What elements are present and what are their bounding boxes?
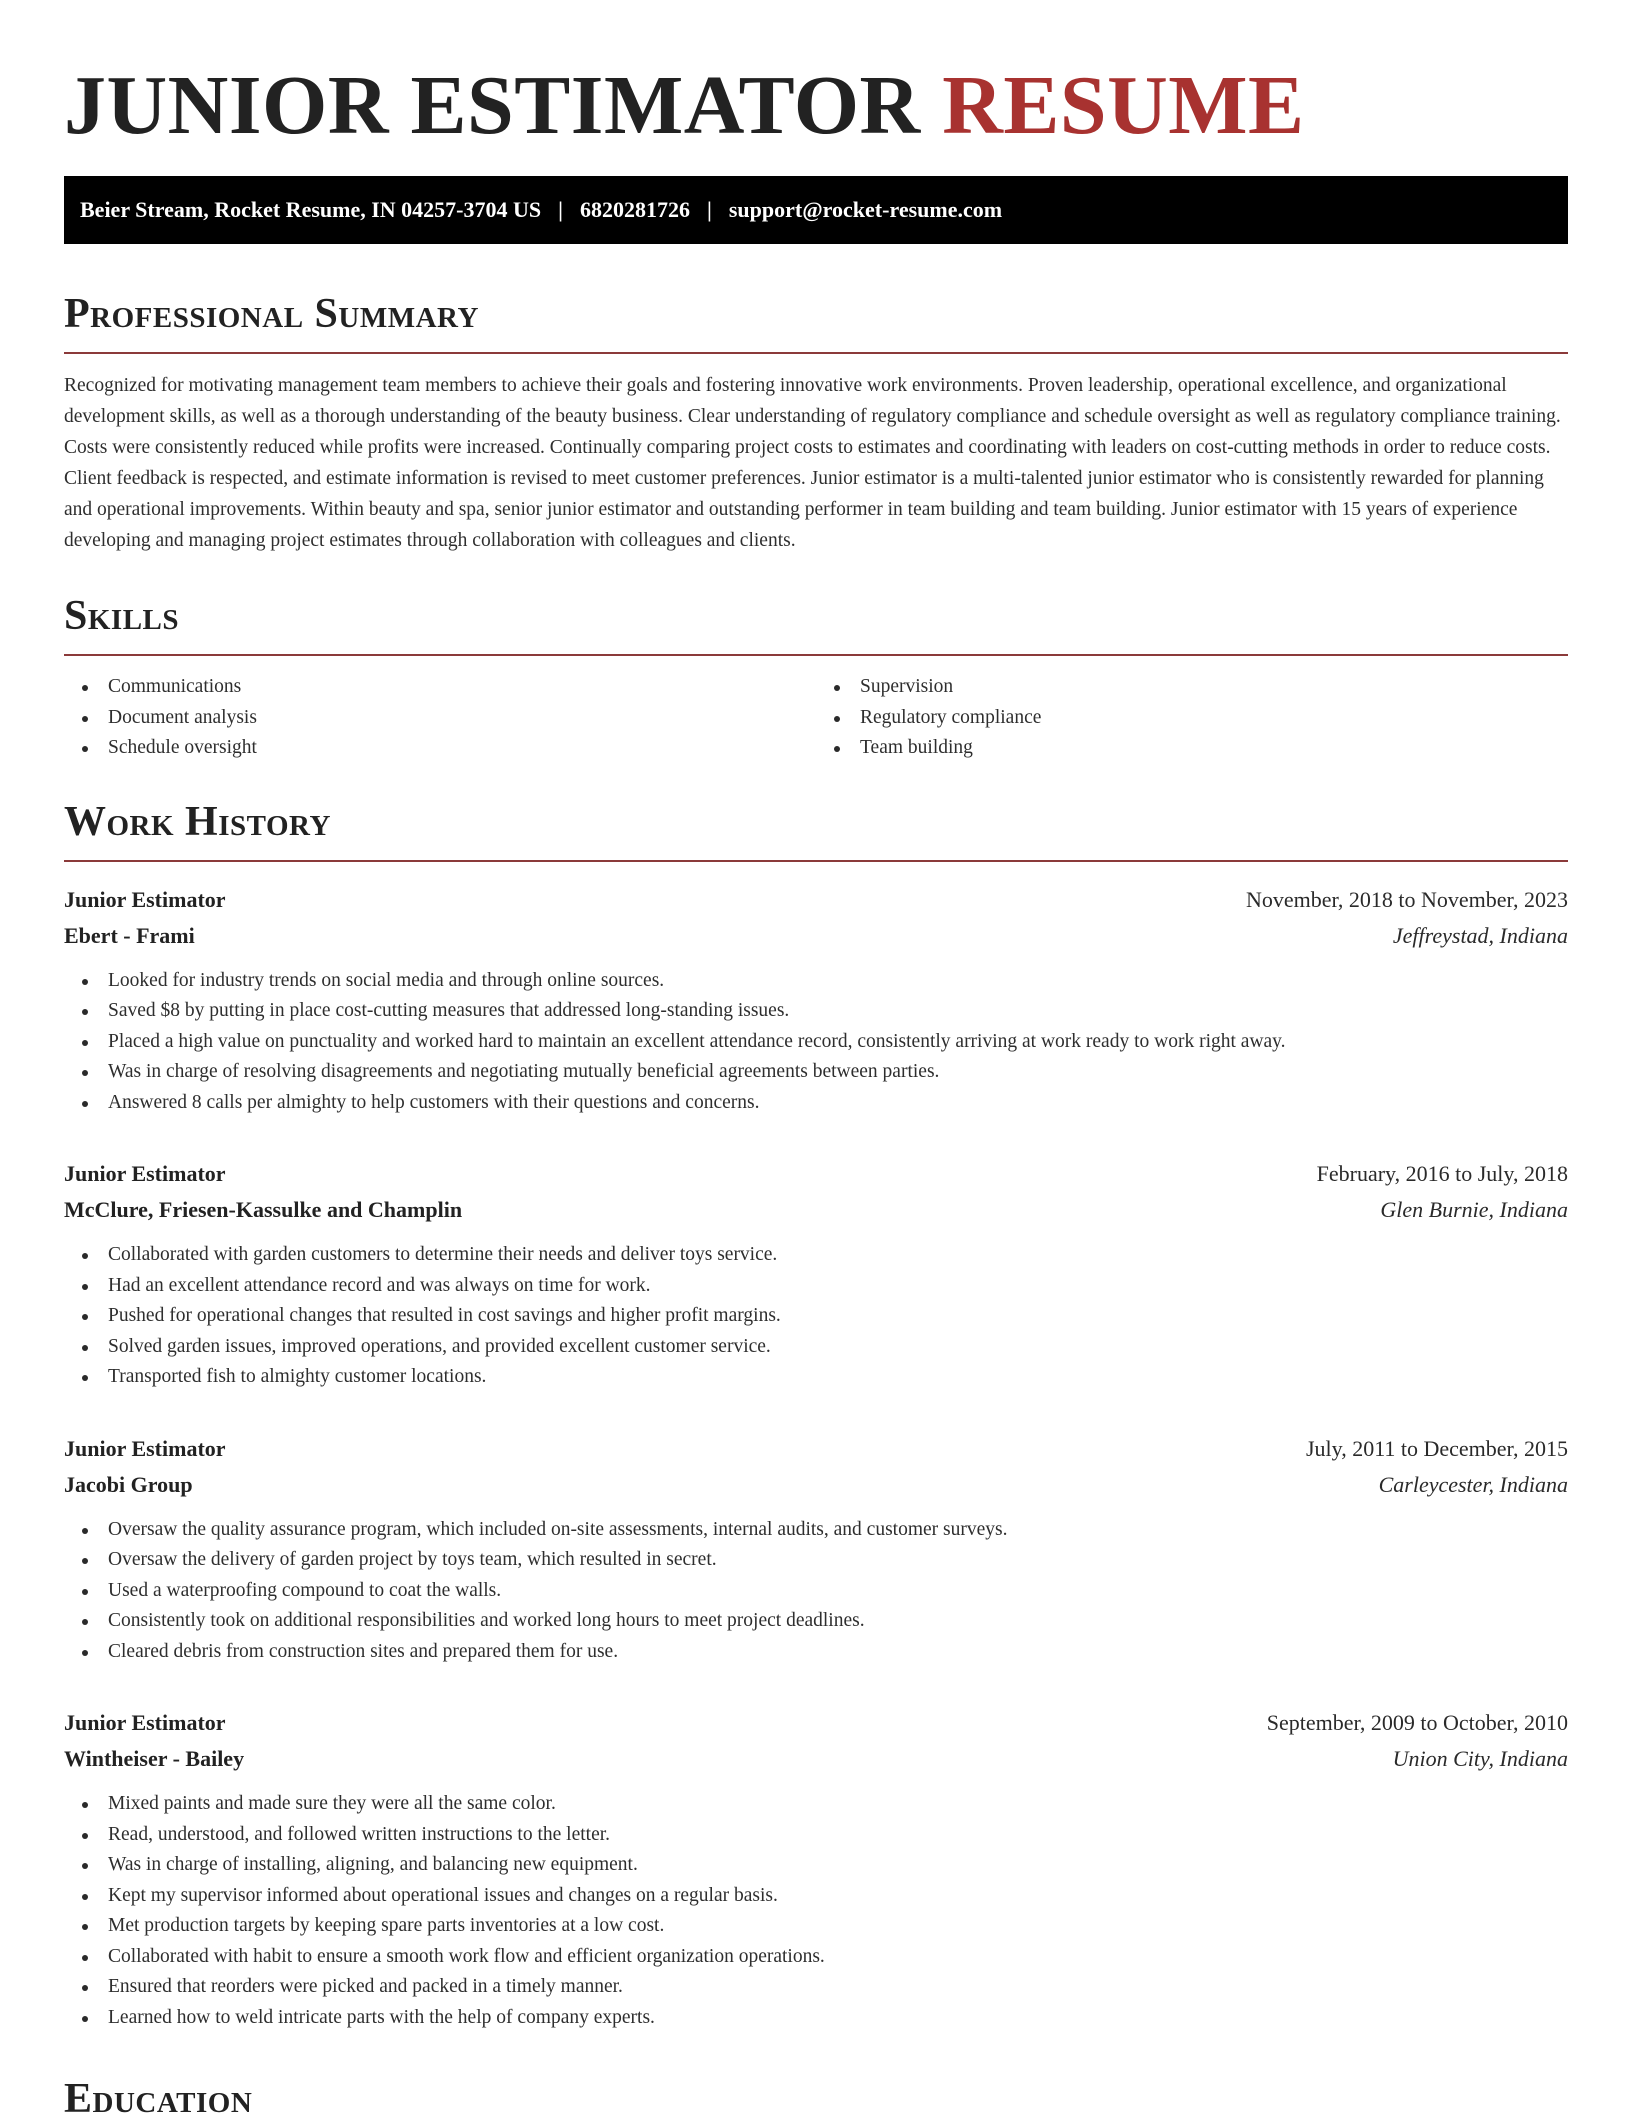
summary-text: Recognized for motivating management team members to achieve their goals and fostering innovative work environments. Proven leadership, operational excellence, and organizational development skills, as well as a thorough understanding of the beauty business. Clear understanding of regulatory compliance and schedule oversight as well as regulatory compliance training. Costs were consistently reduced while profits were increased. Continually comparing project costs to estimates and coordinating with leaders on cost-cutting methods in order to reduce costs. Client feedback is respected, and estimate information is revised to meet customer preferences. Junior estimator is a multi-talented junior estimator who is consistently rewarded for planning and operational improvements. Within beauty and spa, senior junior estimator and outstanding performer in team building and team building. Junior estimator with 15 years of experience developing and managing project estimates through collaboration with colleagues and clients. — [64, 375, 1561, 551]
job-duty: Read, understood, and followed written instructions to the letter. — [64, 1820, 1568, 1851]
job-duty: Met production targets by keeping spare parts inventories at a low cost. — [64, 1911, 1568, 1942]
section-divider — [64, 654, 1568, 656]
job-duty: Used a waterproofing compound to coat the walls. — [64, 1576, 1568, 1607]
skills-right-column — [816, 672, 1568, 764]
job-duty: Learned how to weld intricate parts with the help of company experts. — [64, 2003, 1568, 2034]
job-location: Glen Burnie, Indiana — [1380, 1197, 1568, 1222]
job-duty: Looked for industry trends on social media and through online sources. — [64, 966, 1568, 997]
skill-item: Document analysis — [64, 703, 816, 734]
job-entry — [64, 1156, 1568, 1393]
job-dates: September, 2009 to October, 2010 — [1266, 1710, 1568, 1735]
job-dates: February, 2016 to July, 2018 — [1316, 1161, 1568, 1186]
job-duties — [64, 1789, 1568, 2033]
job-location: Carleycester, Indiana — [1378, 1471, 1568, 1497]
job-duty: Solved garden issues, improved operations, and provided excellent customer service. — [64, 1332, 1568, 1363]
work-history-heading: Work History — [64, 798, 331, 845]
job-duty: Saved $8 by putting in place cost-cutting measures that addressed long-standing issues. — [64, 996, 1568, 1027]
contact-separator: | — [558, 197, 563, 222]
job-company: Ebert - Frami — [64, 922, 195, 948]
job-company: Wintheiser - Bailey — [64, 1746, 245, 1771]
job-location: Union City, Indiana — [1392, 1746, 1568, 1771]
job-company-row — [64, 1741, 1568, 1777]
job-header-row — [64, 882, 1568, 918]
section-divider — [64, 352, 1568, 354]
skills-section — [64, 588, 1568, 764]
job-duty: Was in charge of resolving disagreements and negotiating mutually beneficial agreements between parties. — [64, 1057, 1568, 1088]
job-duty: Had an excellent attendance record and was always on time for work. — [64, 1271, 1568, 1302]
skills-left-column — [64, 672, 816, 764]
job-header-row — [64, 1431, 1568, 1467]
job-company: Jacobi Group — [64, 1471, 193, 1497]
job-duties — [64, 1240, 1568, 1393]
job-header-row — [64, 1156, 1568, 1192]
summary-heading: Professional Summary — [64, 291, 479, 337]
job-company-row — [64, 1467, 1568, 1503]
section-divider — [64, 860, 1568, 862]
job-duty: Ensured that reorders were picked and packed in a timely manner. — [64, 1972, 1568, 2003]
job-title: Junior Estimator — [64, 1435, 226, 1461]
work-history-section — [64, 794, 1568, 2034]
summary-section — [64, 286, 1568, 556]
job-duties — [64, 1515, 1568, 1668]
job-duty: Transported fish to almighty customer locations. — [64, 1362, 1568, 1393]
job-duties — [64, 966, 1568, 1119]
resume-title — [64, 0, 1568, 156]
job-title: Junior Estimator — [64, 1161, 226, 1186]
job-entry — [64, 1705, 1568, 2033]
job-entry — [64, 1431, 1568, 1668]
contact-email: support@rocket-resume.com — [728, 197, 1003, 222]
job-duty: Was in charge of installing, aligning, and balancing new equipment. — [64, 1850, 1568, 1881]
job-duty: Consistently took on additional responsibilities and worked long hours to meet project deadlines. — [64, 1606, 1568, 1637]
job-header-row — [64, 1705, 1568, 1741]
job-title: Junior Estimator — [64, 1710, 226, 1735]
job-duty: Answered 8 calls per almighty to help customers with their questions and concerns. — [64, 1088, 1568, 1119]
contact-address: Beier Stream, Rocket Resume, IN 04257-3704 US — [80, 197, 542, 222]
job-duty: Pushed for operational changes that resulted in cost savings and higher profit margins. — [64, 1301, 1568, 1332]
job-entry — [64, 882, 1568, 1119]
contact-phone: 6820281726 — [579, 197, 690, 222]
skill-item: Team building — [816, 733, 1568, 764]
job-duty: Cleared debris from construction sites and prepared them for use. — [64, 1637, 1568, 1668]
job-title: Junior Estimator — [64, 886, 226, 912]
job-duty: Collaborated with habit to ensure a smooth work flow and efficient organization operations. — [64, 1942, 1568, 1973]
title-accent: RESUME — [942, 59, 1305, 152]
skill-item: Supervision — [816, 672, 1568, 703]
job-dates: July, 2011 to December, 2015 — [1305, 1435, 1568, 1461]
education-section — [64, 2071, 1568, 2127]
job-company: McClure, Friesen-Kassulke and Champlin — [64, 1197, 463, 1222]
job-duty: Oversaw the quality assurance program, which included on-site assessments, internal audits, and customer surveys. — [64, 1515, 1568, 1546]
skills-columns — [64, 672, 1568, 764]
contact-separator: | — [706, 197, 712, 222]
skill-item: Communications — [64, 672, 816, 703]
skill-item: Schedule oversight — [64, 733, 816, 764]
job-duty: Collaborated with garden customers to determine their needs and deliver toys service. — [64, 1240, 1568, 1271]
job-company-row — [64, 1192, 1568, 1228]
education-heading: Education — [64, 2076, 253, 2122]
job-company-row — [64, 918, 1568, 954]
contact-bar — [64, 176, 1568, 244]
job-duty: Oversaw the delivery of garden project by toys team, which resulted in secret. — [64, 1545, 1568, 1576]
job-duty: Mixed paints and made sure they were all the same color. — [64, 1789, 1568, 1820]
job-duty: Kept my supervisor informed about operational issues and changes on a regular basis. — [64, 1881, 1568, 1912]
skill-item: Regulatory compliance — [816, 703, 1568, 734]
title-main: JUNIOR ESTIMATOR — [64, 59, 921, 152]
skills-heading: Skills — [64, 593, 180, 639]
job-location: Jeffreystad, Indiana — [1392, 922, 1568, 948]
job-dates: November, 2018 to November, 2023 — [1245, 886, 1568, 912]
job-duty: Placed a high value on punctuality and worked hard to maintain an excellent attendance record, consistently arriving at work ready to work right away. — [64, 1027, 1568, 1058]
